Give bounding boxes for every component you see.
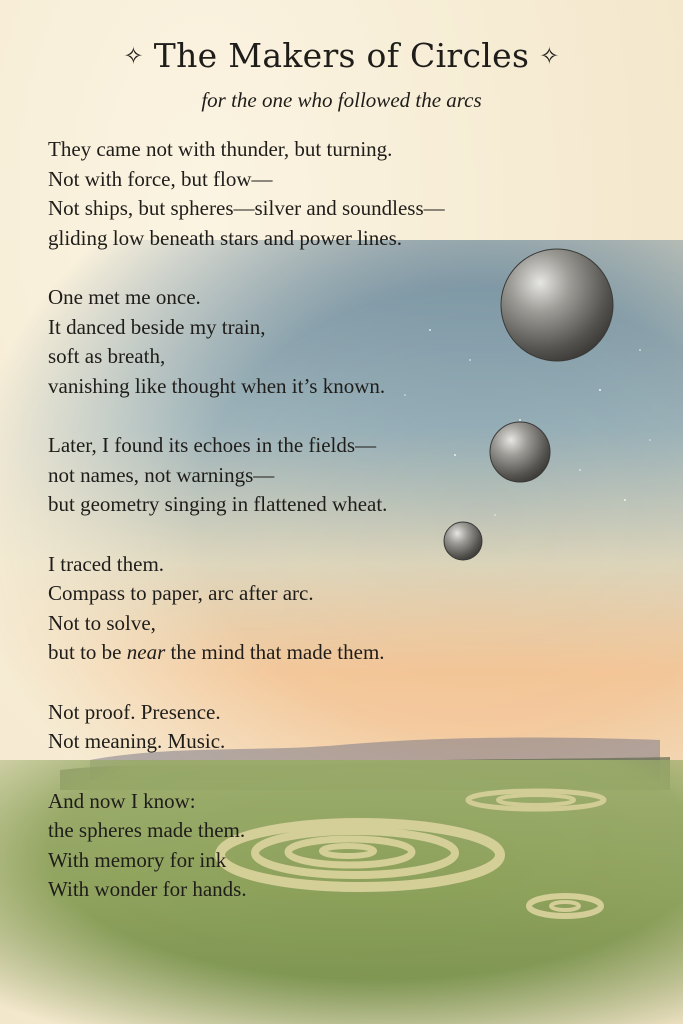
stanza <box>48 283 648 401</box>
poem-line: With wonder for hands. <box>48 877 247 901</box>
poem-line: gliding low beneath stars and power lines. <box>48 225 403 250</box>
poem-body <box>48 135 648 935</box>
poem-line: Not meaning. Music. <box>48 729 226 753</box>
poem-line: the spheres made them. <box>48 818 246 842</box>
poem-line: One met me once. <box>48 285 201 309</box>
stanza <box>48 431 648 520</box>
poem-line: Not proof. Presence. <box>48 699 221 724</box>
poem-title-row <box>0 36 683 75</box>
emphasis-after: the mind that made them. <box>165 640 385 664</box>
poem-title: The Makers of Circles <box>153 36 530 75</box>
poem-line: Not to solve, <box>48 610 156 635</box>
sparkle-icon: ✧ <box>123 42 144 70</box>
poem-line: vanishing like thought when it’s known. <box>48 373 386 398</box>
poem-line: Not with force, but flow— <box>48 166 273 191</box>
poem-line-emphasis <box>48 638 648 668</box>
sparkle-icon: ✧ <box>539 42 560 70</box>
poem-line: And now I know: <box>48 788 196 813</box>
poem-line: soft as breath, <box>48 344 166 368</box>
poem-line: They came not with thunder, but turning. <box>48 137 393 161</box>
poem-dedication: for the one who followed the arcs <box>201 88 482 112</box>
emphasis-before: but to be <box>48 640 127 664</box>
poem-line: I traced them. <box>48 551 165 576</box>
poem-line: It danced beside my train, <box>48 314 266 339</box>
poem-line: Compass to paper, arc after arc. <box>48 581 314 605</box>
poem-line: Not ships, but spheres—silver and soundless— <box>48 196 445 220</box>
poem-line: not names, not warnings— <box>48 462 275 487</box>
stanza <box>48 787 648 905</box>
poem-line: but geometry singing in flattened wheat. <box>48 492 388 516</box>
emphasis-word: near <box>126 640 166 664</box>
stanza <box>48 550 648 668</box>
stanza <box>48 698 648 757</box>
poem-line: Later, I found its echoes in the fields— <box>48 433 377 457</box>
stanza <box>48 135 648 253</box>
poem-line: With memory for ink <box>48 847 227 872</box>
